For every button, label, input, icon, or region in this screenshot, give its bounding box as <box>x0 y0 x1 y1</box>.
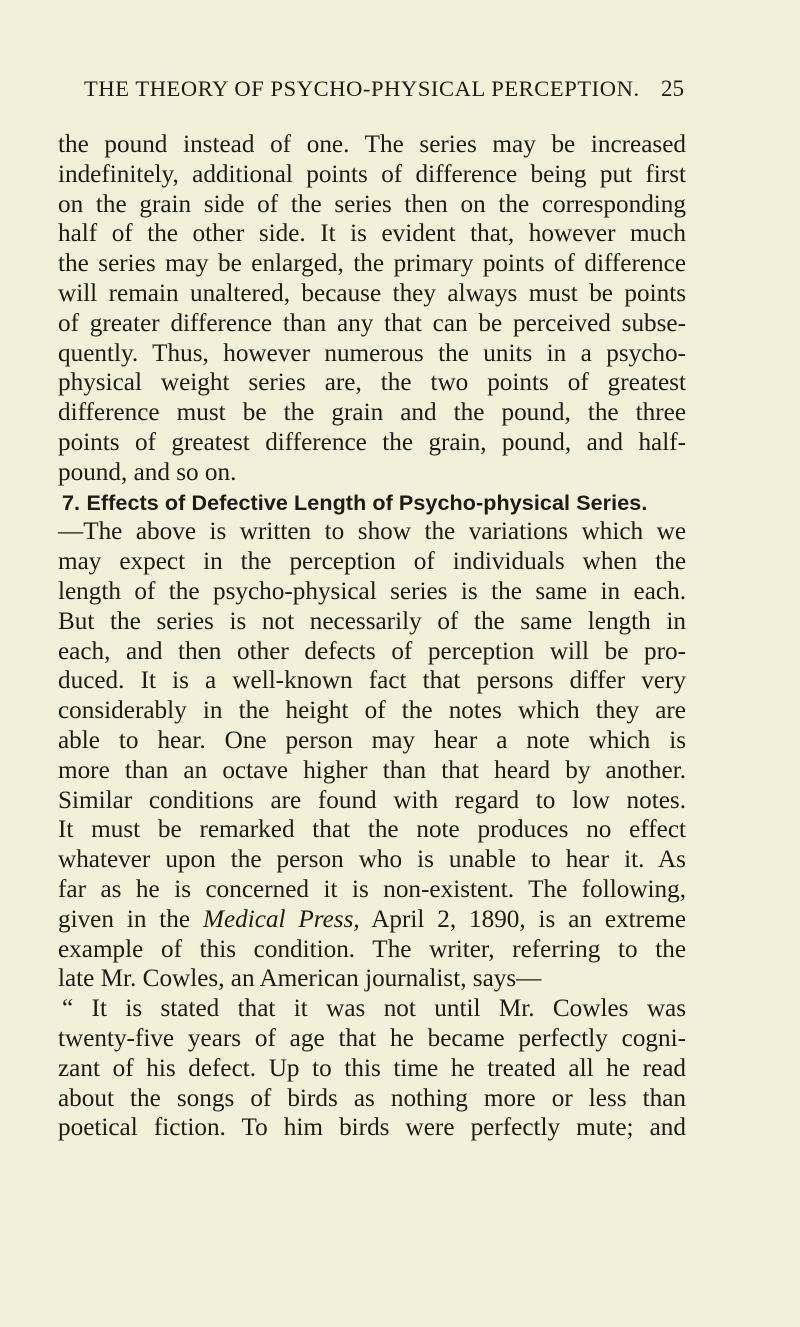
text-line: example of this condition. The writer, referring to the <box>58 935 686 963</box>
text-line: the series may be enlarged, the primary points of difference <box>58 250 686 278</box>
text-line: indefinitely, additional points of difference being put first <box>58 160 686 188</box>
page-number: 25 <box>661 76 684 101</box>
text-line: points of greatest difference the grain, pound, and half- <box>58 428 686 456</box>
text-line: each, and then other defects of perception will be pro- <box>58 637 686 665</box>
publication-title: Medical Press, <box>202 905 360 933</box>
running-title: THE THEORY OF PSYCHO-PHYSICAL PERCEPTION. <box>84 76 640 101</box>
text-line: more than an octave higher than that heard by another. <box>58 756 686 784</box>
citation-after: April 2, 1890, is an extreme <box>359 905 686 933</box>
citation-line <box>58 905 686 935</box>
text-line: length of the psycho-physical series is the same in each. <box>58 577 686 605</box>
text-line: able to hear. One person may hear a note which is <box>58 726 686 754</box>
text-line: —The above is written to show the variations which we <box>58 518 686 546</box>
text-line: on the grain side of the series then on the corresponding <box>58 190 686 218</box>
text-line: will remain unaltered, because they always must be points <box>58 279 686 307</box>
quotation-line: “ It is stated that it was not until Mr. Cowles was <box>62 995 686 1023</box>
text-line: whatever upon the person who is unable to hear it. As <box>58 846 686 874</box>
text-line: It must be remarked that the note produces no effect <box>58 816 686 844</box>
section-heading-line <box>58 488 686 518</box>
text-line: zant of his defect. Up to this time he treated all he read <box>58 1054 686 1082</box>
text-line: of greater difference than any that can be perceived subse- <box>58 309 686 337</box>
text-line: difference must be the grain and the pound, the three <box>58 399 686 427</box>
text-line: late Mr. Cowles, an American journalist, says— <box>58 965 542 993</box>
text-line: duced. It is a well-known fact that persons differ very <box>58 667 686 695</box>
section-title: Effects of Defective Length of Psycho-physical Series. <box>86 490 648 515</box>
text-line: considerably in the height of the notes which they are <box>58 697 686 725</box>
text-line: pound, and so on. <box>58 458 237 486</box>
text-line: far as he is concerned it is non-existent. The following, <box>58 875 686 903</box>
text-line: poetical fiction. To him birds were perfectly mute; and <box>58 1114 686 1142</box>
text-line: half of the other side. It is evident that, however much <box>58 220 686 248</box>
section-number: 7. <box>62 490 81 515</box>
text-line: the pound instead of one. The series may be increased <box>58 131 686 158</box>
text-line: quently. Thus, however numerous the units in a psycho- <box>58 339 686 367</box>
text-line: Similar conditions are found with regard to low notes. <box>58 786 686 814</box>
text-line: physical weight series are, the two points of greatest <box>58 369 686 397</box>
text-line: about the songs of birds as nothing more or less than <box>58 1084 686 1112</box>
text-line: twenty-five years of age that he became perfectly cogni- <box>58 1024 686 1052</box>
running-head <box>84 76 684 106</box>
body-text <box>58 130 686 1143</box>
citation-before: given in the <box>58 905 203 933</box>
text-line: may expect in the perception of individuals when the <box>58 548 686 576</box>
text-line: But the series is not necessarily of the same length in <box>58 607 686 635</box>
